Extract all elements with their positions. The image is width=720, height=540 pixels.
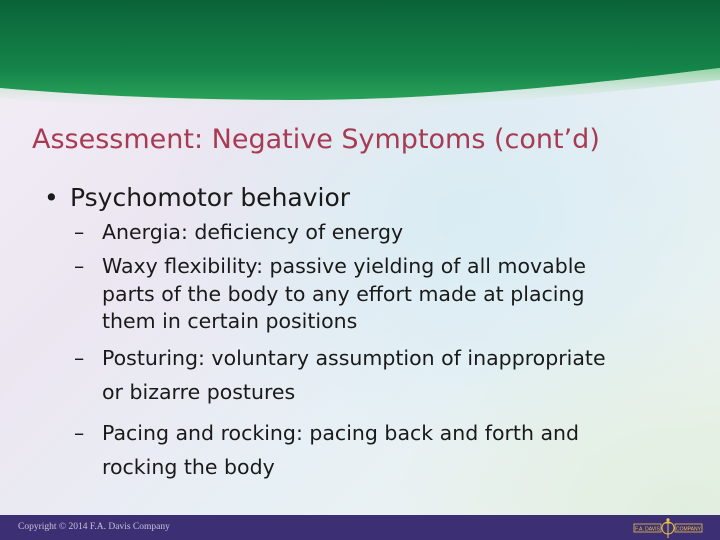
subitem-line: them in certain positions — [102, 309, 358, 333]
copyright-text: Copyright © 2014 F.A. Davis Company — [18, 522, 170, 532]
subitem-line: Pacing and rocking: pacing back and forth and — [102, 421, 580, 445]
slide-title: Assessment: Negative Symptoms (cont’d) — [32, 124, 600, 155]
subitem-line: parts of the body to any effort made at placing — [102, 282, 585, 306]
dash-marker: – — [74, 220, 85, 244]
bullet-text: Psychomotor behavior — [70, 183, 351, 212]
fa-davis-logo — [632, 515, 704, 540]
subitem-line: Posturing: voluntary assumption of inappropriate — [102, 346, 606, 370]
footer-bar — [0, 515, 720, 540]
main-bullet — [44, 181, 350, 215]
subitem-line: rocking the body — [102, 455, 275, 479]
subitem-line: Anergia: deficiency of energy — [102, 220, 404, 244]
subitem-line: Waxy flexibility: passive yielding of all movable — [102, 254, 587, 278]
logo-text-right: COMPANY — [676, 526, 701, 533]
logo-text-left: F.A. DAVIS — [635, 526, 660, 533]
dash-marker: – — [74, 346, 85, 370]
dash-marker: – — [74, 254, 85, 278]
dash-marker: – — [74, 421, 85, 445]
subitem-line: or bizarre postures — [102, 380, 296, 404]
bullet-marker: • — [44, 183, 59, 212]
